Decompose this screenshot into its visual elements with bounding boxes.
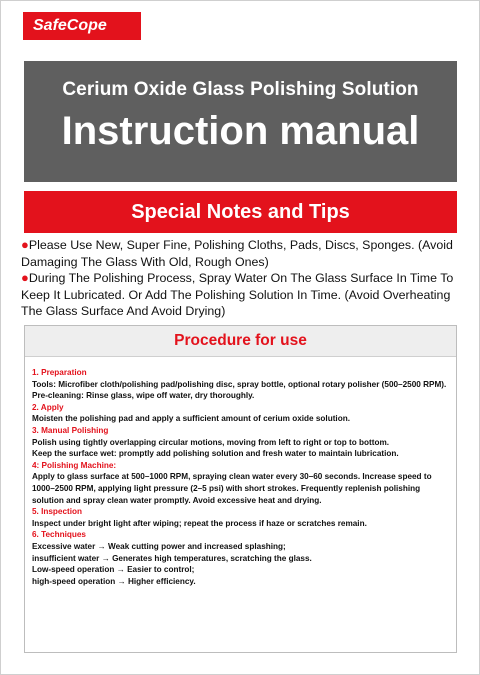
note-item	[21, 237, 461, 270]
section-text: Polish using tightly overlapping circular motions, moving from left to right or top to bottom.	[32, 437, 390, 447]
procedure-header: Procedure for use	[25, 326, 456, 357]
section-text: insufficient water → Generates high temperatures, scratching the glass.	[32, 553, 312, 563]
section-text: Low-speed operation → Easier to control;	[32, 565, 195, 575]
bullet-icon: ●	[21, 270, 29, 285]
section-title: 3. Manual Polishing	[32, 425, 109, 435]
section-text: Excessive water → Weak cutting power and increased splashing;	[32, 541, 286, 551]
manual-title: Instruction manual	[61, 109, 420, 153]
procedure-body	[25, 357, 456, 587]
section-title: 2. Apply	[32, 402, 64, 412]
note-text: Please Use New, Super Fine, Polishing Cloths, Pads, Discs, Sponges. (Avoid Damaging The Glass With Old, Rough Ones)	[21, 238, 453, 269]
section-text: Pre-cleaning: Rinse glass, wipe off water, dry thoroughly.	[32, 391, 255, 401]
section-text: high-speed operation → Higher efficiency.	[32, 576, 196, 586]
section-text: Keep the surface wet: promptly add polishing solution and fresh water to maintain lubrication.	[32, 449, 399, 459]
section-text: Moisten the polishing pad and apply a sufficient amount of cerium oxide solution.	[32, 414, 350, 424]
section-title: 4: Polishing Machine:	[32, 460, 117, 470]
section-title: 6. Techniques	[32, 530, 86, 540]
note-text: During The Polishing Process, Spray Water On The Glass Surface In Time To Keep It Lubricated. Or Add The Polishing Solution In Time. (Avoid Overheating The Glass Surface And Avoid Drying)	[21, 271, 454, 318]
notes-header: Special Notes and Tips	[24, 191, 457, 233]
product-subtitle: Cerium Oxide Glass Polishing Solution	[62, 79, 419, 100]
note-item	[21, 270, 461, 320]
notes-list	[21, 237, 461, 320]
section-text: Apply to glass surface at 500–1000 RPM, spraying clean water every 30–60 seconds. Increase speed to 1000–2500 RPM, applying light pressure (2–5 psi) with short strokes. Frequently replenish polishing solution and spray clean water promptly. Avoid excessive heat and drying.	[32, 472, 432, 505]
section-title: 1. Preparation	[32, 368, 87, 377]
procedure-box	[24, 325, 457, 653]
bullet-icon: ●	[21, 237, 29, 252]
section-title: 5. Inspection	[32, 507, 83, 517]
brand-logo: SafeCope	[23, 12, 141, 40]
hero-banner	[24, 61, 457, 182]
section-text: Tools: Microfiber cloth/polishing pad/polishing disc, spray bottle, optional rotary polisher (500–2500 RPM).	[32, 379, 447, 389]
section-text: Inspect under bright light after wiping; repeat the process if haze or scratches remain.	[32, 518, 367, 528]
